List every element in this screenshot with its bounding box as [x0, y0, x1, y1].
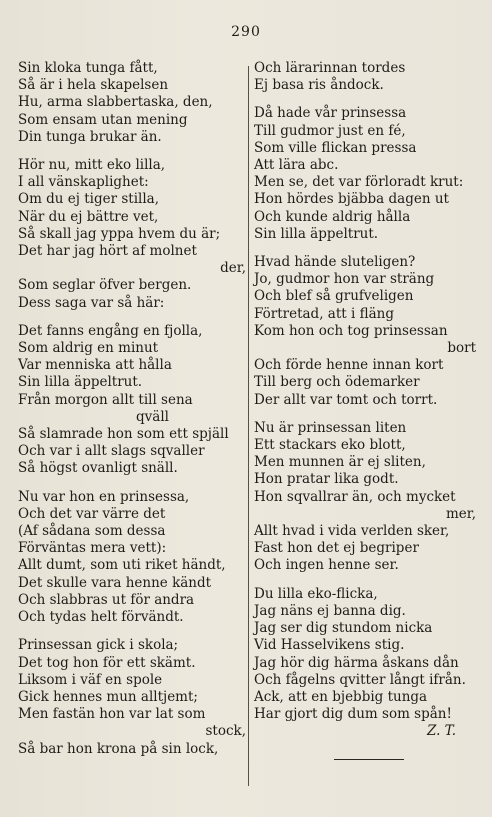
verse-line: Det fanns engång en fjolla, [18, 322, 203, 339]
verse-line: Och lärarinnan tordes [254, 60, 406, 76]
verse-line: Från morgon allt till sena [18, 391, 193, 408]
verse-line: Så bar hon krona på sin lock, [18, 740, 219, 757]
right-column [254, 60, 476, 771]
verse-line: Så är i hela skapelsen [18, 77, 169, 94]
verse-line: Men fastän hon var lat som [18, 706, 206, 723]
verse-line: Då hade vår prinsessa [254, 105, 407, 122]
verse-line: Dess saga var så här: [18, 294, 165, 311]
verse-line: Der allt var tomt och torrt. [254, 391, 438, 408]
verse-line: Sin kloka tunga fått, [18, 60, 158, 76]
verse-line: Gick hennes mun alltjemt; [18, 688, 198, 705]
verse-line: (Af sådana som dessa [18, 523, 166, 540]
verse-line: Och förde henne innan kort [254, 357, 444, 374]
verse-line: Jag ser dig stundom nicka [254, 620, 433, 637]
verse-line: Och tydas helt förvändt. [18, 609, 184, 626]
left-column [18, 60, 246, 769]
stanza [254, 254, 476, 409]
verse-line-continuation: qväll [136, 408, 169, 425]
verse-line: Sin lilla äppeltrut. [18, 374, 143, 391]
verse-line: Nu var hon en prinsessa, [18, 488, 190, 505]
verse-line: Allt hvad i vida verlden sker, [254, 523, 450, 540]
page-number: 290 [231, 24, 261, 40]
verse-line: Som ville flickan pressa [254, 139, 417, 156]
stanza [254, 420, 476, 575]
verse-line: Och slabbras ut för andra [18, 591, 195, 608]
verse-line: Sin lilla äppeltrut. [254, 225, 379, 242]
verse-line: Och fågelns qvitter långt ifrån. [254, 671, 466, 688]
verse-line: Var menniska att hålla [18, 357, 172, 374]
end-rule [334, 759, 404, 760]
verse-line: Det tog hon för ett skämt. [18, 654, 196, 671]
column-divider [248, 66, 249, 786]
verse-line: Hvad hände sluteligen? [254, 254, 416, 271]
verse-line: Förväntas mera vett): [18, 540, 167, 557]
stanza [18, 157, 246, 312]
verse-line: Din tunga brukar än. [18, 128, 162, 145]
verse-line: Du lilla eko-flicka, [254, 585, 378, 602]
verse-line-continuation: mer, [445, 505, 476, 522]
verse-line: Hon pratar lika godt. [254, 471, 399, 488]
verse-line: Prinsessan gick i skola; [18, 637, 179, 654]
verse-line: Till gudmor just en fé, [254, 122, 406, 139]
verse-line: Och blef så grufveligen [254, 288, 414, 305]
stanza [254, 105, 476, 243]
verse-line: Jo, gudmor hon var sträng [254, 271, 435, 288]
verse-line: Och ingen henne ser. [254, 557, 399, 574]
verse-line: Ej basa ris åndock. [254, 77, 384, 94]
verse-line: Hon sqvallrar än, och mycket [254, 488, 456, 505]
verse-line: Som ensam utan mening [18, 111, 188, 128]
verse-line: Jag hör dig härma åskans dån [254, 654, 459, 671]
verse-line: Nu är prinsessan liten [254, 419, 407, 436]
verse-line-continuation: stock, [205, 723, 246, 740]
verse-line: Fast hon det ej begriper [254, 540, 419, 557]
verse-line: Till berg och ödemarker [254, 374, 420, 391]
verse-line: Så slamrade hon som ett spjäll [18, 426, 229, 443]
stanza [254, 586, 476, 760]
verse-line: Har gjort dig dum som spån! [254, 706, 452, 723]
verse-line: Som aldrig en minut [18, 340, 159, 357]
verse-line: Hu, arma slabbertaska, den, [18, 94, 213, 111]
verse-line: Ett stackars eko blott, [254, 437, 406, 454]
verse-line: Men se, det var förloradt krut: [254, 174, 464, 191]
verse-line: När du ej bättre vet, [18, 208, 159, 225]
stanza [18, 60, 246, 146]
author-signature: Z. T. [426, 723, 456, 740]
verse-line: Hör nu, mitt eko lilla, [18, 157, 166, 174]
verse-line: Och var i allt slags sqvaller [18, 443, 205, 460]
verse-line: Jag näns ej banna dig. [254, 602, 406, 619]
verse-line: Vid Hasselvikens stig. [254, 637, 405, 654]
stanza [18, 323, 246, 478]
verse-line: Och det var värre det [18, 505, 166, 522]
verse-line: Liksom i väf en spole [18, 671, 163, 688]
stanza [18, 637, 246, 757]
verse-line: Om du ej tiger stilla, [18, 191, 160, 208]
verse-line: I all vänskaplighet: [18, 174, 149, 191]
verse-line: Så högst ovanligt snäll. [18, 460, 178, 477]
verse-line: Förtretad, att i fläng [254, 305, 394, 322]
stanza [18, 489, 246, 627]
verse-line: Att lära abc. [254, 157, 339, 174]
verse-line: Som seglar öfver bergen. [18, 277, 192, 294]
verse-line: Allt dumt, som uti riket händt, [18, 557, 226, 574]
verse-line-continuation: bort [447, 340, 476, 357]
verse-line: Ack, att en bjebbig tunga [254, 688, 428, 705]
verse-line: Kom hon och tog prinsessan [254, 322, 448, 339]
verse-line: Men munnen är ej sliten, [254, 454, 426, 471]
stanza [254, 60, 476, 94]
verse-line: Det skulle vara henne kändt [18, 574, 212, 591]
verse-line: Hon hördes bjäbba dagen ut [254, 191, 449, 208]
verse-line-continuation: der, [220, 260, 246, 277]
verse-line: Och kunde aldrig hålla [254, 208, 411, 225]
verse-line: Det har jag hört af molnet [18, 243, 197, 260]
verse-line: Så skall jag yppa hvem du är; [18, 225, 221, 242]
